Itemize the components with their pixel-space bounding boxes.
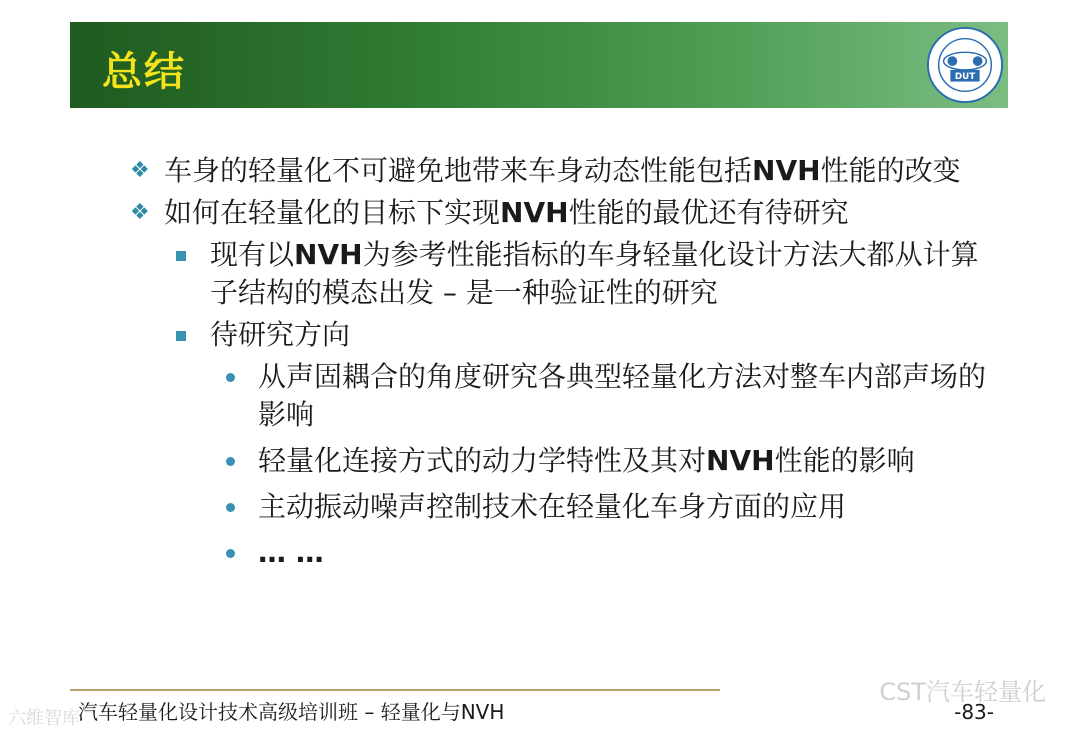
bullet-text: 主动振动噪声控制技术在轻量化车身方面的应用 (258, 490, 847, 523)
dut-school-logo-icon (926, 26, 1004, 104)
footer-course-title: 汽车轻量化设计技术高级培训班 – 轻量化与NVH (78, 700, 505, 724)
bullet-text: NVH (500, 196, 569, 229)
watermark-left: 六维智库 (8, 708, 80, 729)
bullet-text: 轻量化连接方式的动力学特性及其对 (258, 444, 707, 477)
sub-bullet-item (130, 316, 990, 354)
bullet-list (130, 152, 990, 580)
page-number: -83- (954, 700, 994, 724)
bullet-text: 待研究方向 (210, 318, 351, 351)
sub-bullet-item (130, 236, 990, 312)
square-bullet-icon (176, 251, 186, 261)
bullet-text: 车身的轻量化不可避免地带来车身动态性能包括 (164, 154, 753, 187)
bullet-text: 性能的最优还有待研究 (568, 196, 849, 229)
bullet-text: 如何在轻量化的目标下实现 (164, 196, 501, 229)
dot-bullet-icon (226, 503, 235, 512)
bullet-text: NVH (706, 444, 775, 477)
sub-sub-bullet-item (130, 488, 990, 526)
sub-sub-bullet-item (130, 358, 990, 434)
square-bullet-icon (176, 331, 186, 341)
bullet-text: … … (258, 536, 324, 569)
dot-bullet-icon (226, 373, 235, 382)
dot-bullet-icon (226, 549, 235, 558)
bullet-text: 性能的改变 (820, 154, 961, 187)
bullet-text: NVH (752, 154, 821, 187)
bullet-text: NVH (294, 238, 363, 271)
bullet-item (130, 152, 990, 190)
bullet-text: 为参考性能指标的车身轻量化设计方法大都从计算子结构的模态出发 – 是一种验证性的研究 (210, 238, 979, 309)
bullet-text: 性能的影响 (774, 444, 915, 477)
bullet-text: 现有以 (210, 238, 295, 271)
bullet-item (130, 194, 990, 232)
diamond-bullet-icon: ❖ (130, 158, 150, 183)
title-bar (70, 22, 1008, 108)
watermark-right: CST汽车轻量化 (879, 678, 1046, 706)
slide-title: 总结 (102, 49, 186, 95)
sub-sub-bullet-item (130, 534, 990, 572)
diamond-bullet-icon: ❖ (130, 200, 150, 225)
logo-text: DUT (954, 72, 976, 83)
footer-divider (70, 689, 720, 691)
dot-bullet-icon (226, 457, 235, 466)
sub-sub-bullet-item (130, 442, 990, 480)
bullet-text: 从声固耦合的角度研究各典型轻量化方法对整车内部声场的影响 (258, 360, 987, 431)
